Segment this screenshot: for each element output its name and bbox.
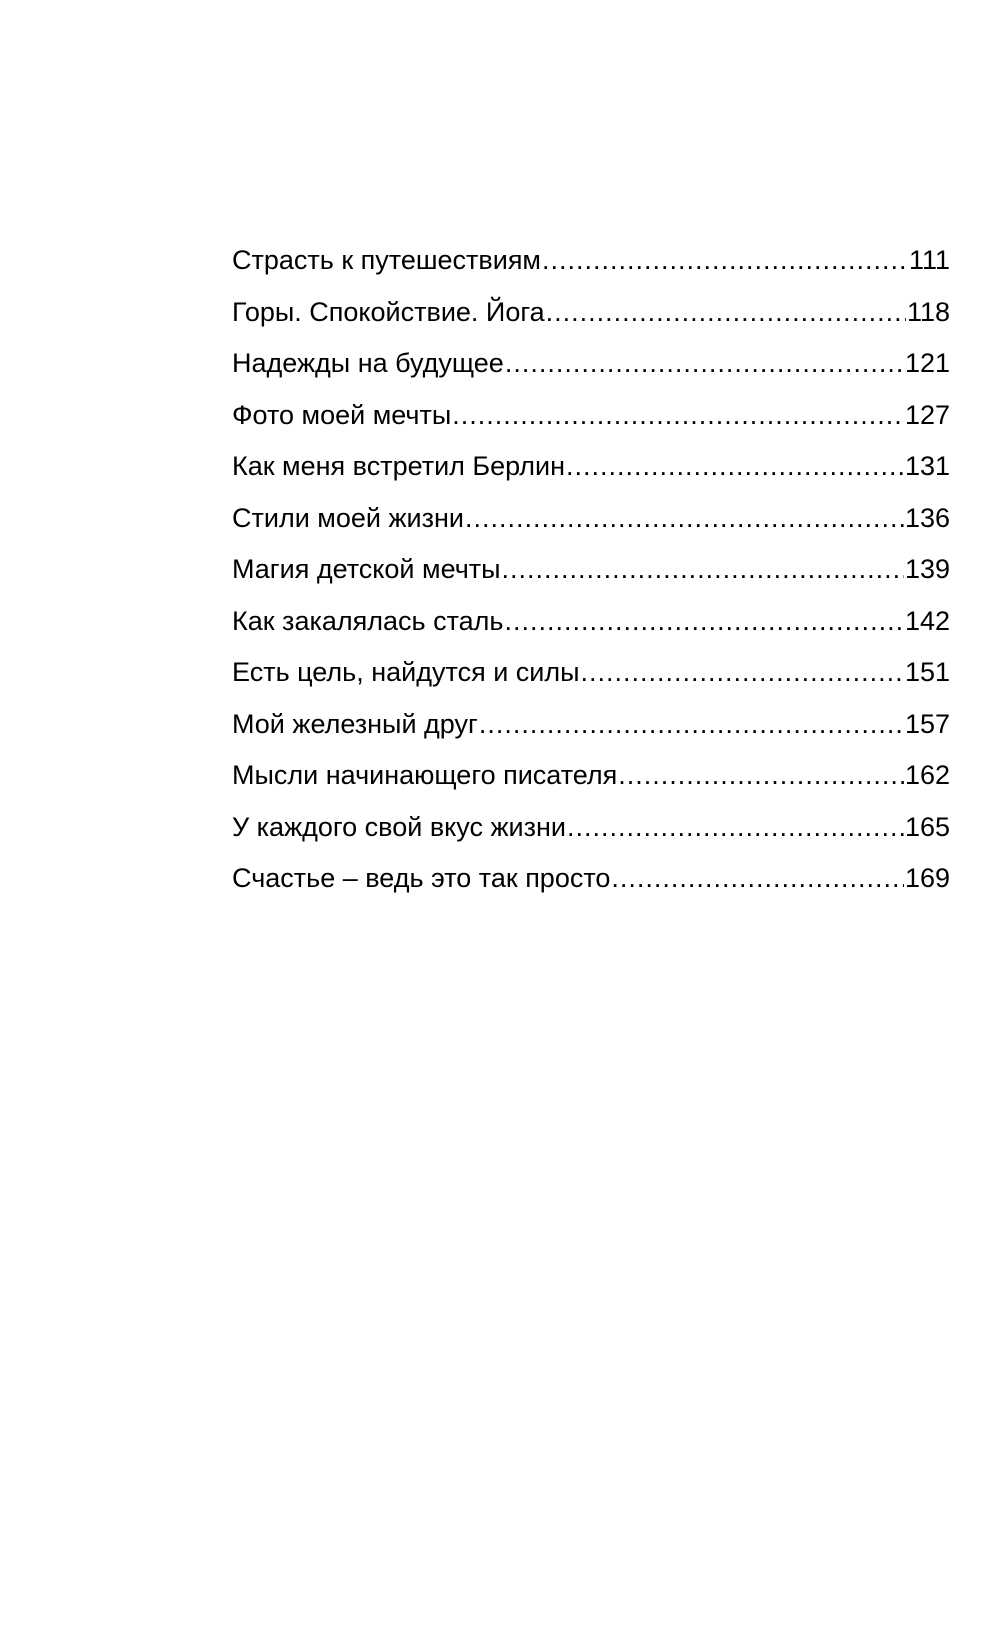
toc-entry-page-number: 151	[904, 657, 950, 687]
toc-entry-title: Магия детской мечты	[232, 554, 501, 584]
toc-entry-page-number: 127	[904, 399, 950, 430]
toc-entry	[232, 552, 950, 604]
toc-entry-page-number: 118	[906, 296, 950, 327]
toc-entry-page-number: 165	[904, 811, 950, 842]
toc-entry	[232, 758, 950, 810]
toc-entry-title: Стили моей жизни	[232, 502, 464, 533]
toc-entry	[232, 243, 950, 295]
dot-leader	[618, 758, 904, 792]
toc-entry-title: Как закалялась сталь	[232, 605, 504, 636]
toc-entry-title: Надежды на будущее	[232, 348, 504, 378]
toc-entry-title: Как меня встретил Берлин	[232, 451, 565, 481]
toc-entry	[232, 398, 950, 450]
toc-entry-page-number: 169	[904, 863, 950, 893]
dot-leader	[611, 861, 904, 895]
toc-entry-title: Фото моей мечты	[232, 399, 452, 430]
toc-entry-title: Есть цель, найдутся и силы	[232, 657, 580, 687]
toc-entry-title: Счастье – ведь это так просто	[232, 863, 611, 893]
dot-leader	[581, 655, 904, 689]
toc-entry	[232, 655, 950, 707]
toc-entry	[232, 501, 950, 553]
toc-entry-title: Мой железный друг	[232, 708, 478, 739]
toc-entry-page-number: 142	[904, 605, 950, 636]
toc-entry-page-number: 157	[904, 708, 950, 739]
toc-entry-page-number: 139	[904, 554, 950, 584]
toc-entry	[232, 604, 950, 656]
dot-leader	[566, 449, 904, 483]
toc-entry	[232, 295, 950, 347]
toc-entry-title: Мысли начинающего писателя	[232, 760, 618, 790]
dot-leader	[567, 810, 904, 844]
toc-entry-page-number: 121	[904, 348, 950, 378]
toc-entry	[232, 861, 950, 913]
dot-leader	[502, 552, 904, 586]
toc-entry	[232, 810, 950, 862]
toc-entry-title: Страсть к путешествиям	[232, 245, 541, 275]
dot-leader	[452, 398, 904, 432]
dot-leader	[479, 707, 904, 741]
toc-entry-page-number: 111	[908, 245, 950, 275]
toc-entry	[232, 707, 950, 759]
table-of-contents	[232, 243, 950, 913]
dot-leader	[546, 295, 906, 329]
toc-entry-page-number: 131	[904, 451, 950, 481]
dot-leader	[542, 243, 908, 277]
toc-entry	[232, 346, 950, 398]
toc-entry-title: У каждого свой вкус жизни	[232, 811, 566, 842]
toc-entry-page-number: 162	[904, 760, 950, 790]
dot-leader	[465, 501, 904, 535]
toc-entry	[232, 449, 950, 501]
toc-entry-title: Горы. Спокойствие. Йога	[232, 296, 545, 327]
dot-leader	[505, 346, 904, 380]
dot-leader	[505, 604, 904, 638]
toc-entry-page-number: 136	[904, 502, 950, 533]
